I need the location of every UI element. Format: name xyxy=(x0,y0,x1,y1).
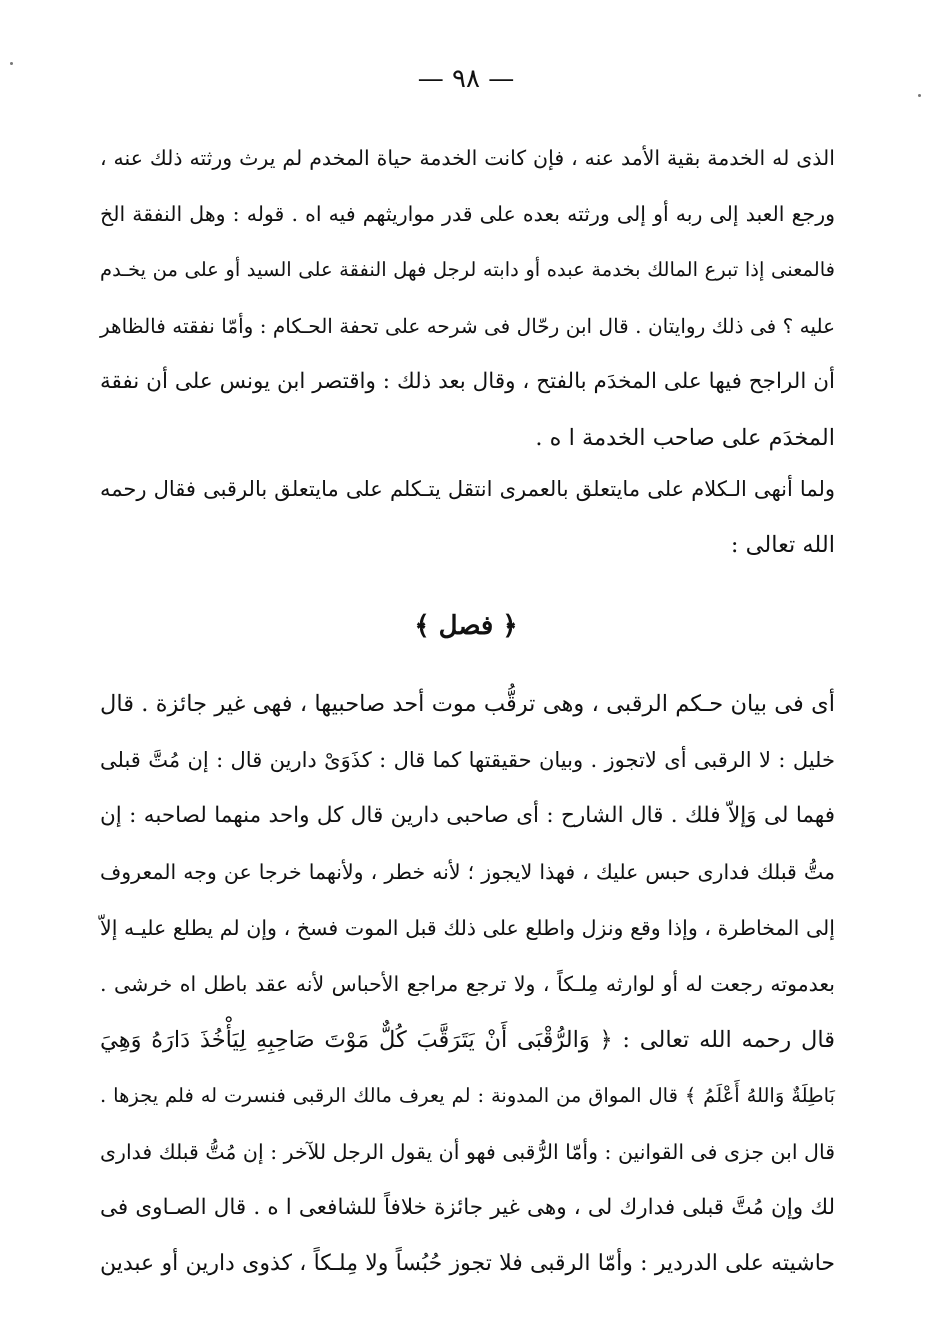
text-line: المخدَم على صاحب الخدمة ا ه . xyxy=(535,425,835,451)
page-number: — ٩٨ — xyxy=(417,64,515,94)
text-line: إلى المخاطرة ، وإذا وقع ونزل واطلع على ذلك قبل الموت فسخ ، وإن لم يطلع عليـه إلاّ xyxy=(100,916,835,940)
text-line: بعدموته رجعت له أو لوارثه مِلـكاً ، ولا ترجع مراجع الأحباس لأنه عقد باطل اه خرشى . xyxy=(100,972,835,996)
section-heading: ﴿ فصل ﴾ xyxy=(414,611,518,641)
text-line: خليل : لا الرقبى أى لاتجوز . وبيان حقيقتها كما قال : كذَوَىْ دارين قال : إن مُتَّ قبلى xyxy=(100,748,835,772)
text-line: الذى له الخدمة بقية الأمد عنه ، فإن كانت الخدمة حياة المخدم لم يرث ورثته ذلك عنه ، xyxy=(100,146,835,170)
paragraph-nafaqa xyxy=(100,130,835,466)
paragraph-ruqba xyxy=(100,676,835,1292)
scan-speck xyxy=(918,94,921,97)
text-line: قال رحمه الله تعالى : ﴿ وَالرُّقْبَى أَنْ يَتَرَقَّبَ كُلٌّ مَوْتَ صَاحِبِهِ لِيَأْخُذَ دَارَهُ وَهِيَ xyxy=(100,1027,835,1053)
text-line: ورجع العبد إلى ربه أو إلى ورثته بعده على قدر مواريثهم فيه اه . قوله : وهل النفقة الخ xyxy=(100,202,835,226)
paragraph-transition xyxy=(100,461,835,573)
text-line: قال ابن جزى فى القوانين : وأمّا الرُّقبى فهو أن يقول الرجل للآخر : إن مُتُّ قبلك فدارى xyxy=(100,1140,835,1164)
text-line: ولما أنهى الـكلام على مايتعلق بالعمرى انتقل يتـكلم على مايتعلق بالرقبى فقال رحمه xyxy=(100,477,835,501)
text-line: حاشيته على الدردير : وأمّا الرقبى فلا تجوز حُبُساً ولا مِلـكاً ، كذوى دارين أو عبدين xyxy=(100,1251,835,1276)
text-line: متُّ قبلك فدارى حبس عليك ، فهذا لايجوز ؛ لأنه خطر ، ولأنهما خرجا عن وجه المعروف xyxy=(100,860,835,884)
text-line: أن الراجح فيها على المخدَم بالفتح ، وقال بعد ذلك : واقتصر ابن يونس على أن نفقة xyxy=(100,369,835,394)
text-line: الله تعالى : xyxy=(730,532,835,558)
text-line: عليه ؟ فى ذلك روايتان . قال ابن رحّال فى شرحه على تحفة الحـكام : وأمّا نفقته فالظاهر xyxy=(100,314,835,338)
text-line: أى فى بيان حـكم الرقبى ، وهى ترقُّب موت أحد صاحبيها ، فهى غير جائزة . قال xyxy=(100,691,835,717)
text-line: لك وإن مُتَّ قبلى فدارك لى ، وهى غير جائزة خلافاً للشافعى ا ه . قال الصـاوى فى xyxy=(100,1195,835,1220)
text-line: فالمعنى إذا تبرع المالك بخدمة عبده أو دابته لرجل فهل النفقة على السيد أو على من يخـدم xyxy=(100,258,835,281)
text-line: بَاطِلَةٌ وَاللهُ أَعْلَمُ ﴾ قال المواق من المدونة : لم يعرف مالك الرقبى فنسرت له فلم يجزها . xyxy=(100,1084,835,1107)
text-line: فهما لى وَإلاّ فلك . قال الشارح : أى صاحبى دارين قال كل واحد منهما لصاحبه : إن xyxy=(100,803,835,828)
